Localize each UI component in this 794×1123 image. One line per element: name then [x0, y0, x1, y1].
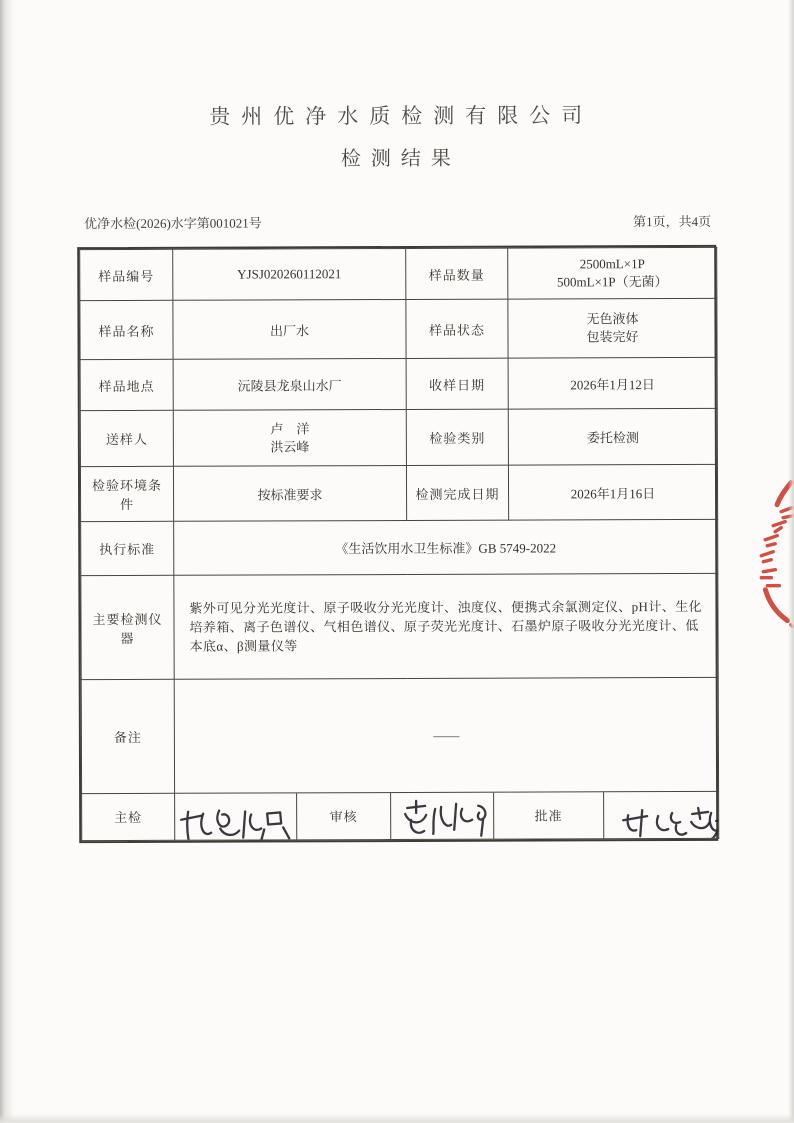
environment-value: 按标准要求 [173, 465, 406, 521]
test-type-value: 委托检测 [508, 408, 717, 465]
complete-date-label: 检测完成日期 [406, 465, 508, 520]
receive-date-label: 收样日期 [406, 358, 508, 409]
approver-label: 批准 [494, 792, 604, 838]
table-row [80, 247, 717, 300]
sample-location-value: 沅陵县龙泉山水厂 [173, 358, 406, 410]
complete-date-value: 2026年1月16日 [508, 464, 717, 520]
standard-label: 执行标准 [81, 521, 174, 575]
inspector-signature-cell [175, 793, 297, 839]
reference-line [0, 211, 793, 232]
reviewer-signature-ink [399, 799, 494, 839]
test-type-label: 检验类别 [406, 409, 508, 465]
table-row [80, 408, 717, 466]
info-table-main [79, 247, 719, 794]
table-row [81, 573, 718, 679]
sample-location-label: 样品地点 [80, 359, 173, 410]
signoff-row [82, 792, 719, 840]
scan-edge-right [788, 0, 794, 1122]
table-row [80, 298, 717, 359]
company-title: 贵州优净水质检测有限公司 [209, 103, 594, 129]
remark-value: —— [174, 677, 718, 793]
sample-id-value: YJSJ020260112021 [173, 248, 406, 300]
sampler-value: 卢 洋 洪云峰 [173, 409, 406, 466]
scan-edge-bottom [0, 1114, 794, 1122]
inspector-signature-ink [179, 803, 294, 839]
table-row [81, 677, 718, 793]
sample-id-label: 样品编号 [80, 249, 173, 300]
sample-info-table [77, 245, 718, 843]
instruments-value: 紫外可见分光光度计、原子吸收分光光度计、浊度仪、便携式余氯测定仪、pH计、生化培养箱、离子色谱仪、气相色谱仪、原子荧光光度计、石墨炉原子吸收分光光度计、低本底α、β测量仪等 [174, 573, 718, 679]
approver-signature-cell [604, 792, 719, 838]
inspector-label: 主检 [82, 794, 175, 840]
sample-state-label: 样品状态 [406, 299, 508, 358]
approver-signature-ink [616, 804, 716, 838]
page-title: 检测结果 [340, 147, 461, 171]
reviewer-label: 审核 [297, 793, 391, 839]
sampler-label: 送样人 [80, 410, 173, 466]
standard-value: 《生活饮用水卫生标准》GB 5749-2022 [174, 519, 718, 575]
environment-label: 检验环境条件 [80, 466, 173, 521]
reviewer-signature-cell [391, 793, 494, 839]
receive-date-value: 2026年1月12日 [508, 357, 717, 409]
sample-quantity-label: 样品数量 [406, 248, 508, 299]
table-row [80, 464, 717, 521]
table-row [81, 519, 718, 575]
scan-edge-left [0, 0, 14, 1122]
sample-state-value: 无色液体 包装完好 [508, 298, 717, 358]
sample-name-value: 出厂水 [173, 299, 406, 359]
report-number: 优净水检(2026)水字第001021号 [84, 215, 262, 232]
remark-label: 备注 [81, 679, 174, 793]
table-row [80, 357, 717, 410]
page-indicator: 第1页，共4页 [633, 213, 712, 230]
sample-quantity-value: 2500mL×1P 500mL×1P（无菌） [508, 247, 717, 299]
instruments-label: 主要检测仪器 [81, 575, 174, 679]
signoff-table [81, 792, 719, 841]
sample-name-label: 样品名称 [80, 300, 173, 359]
